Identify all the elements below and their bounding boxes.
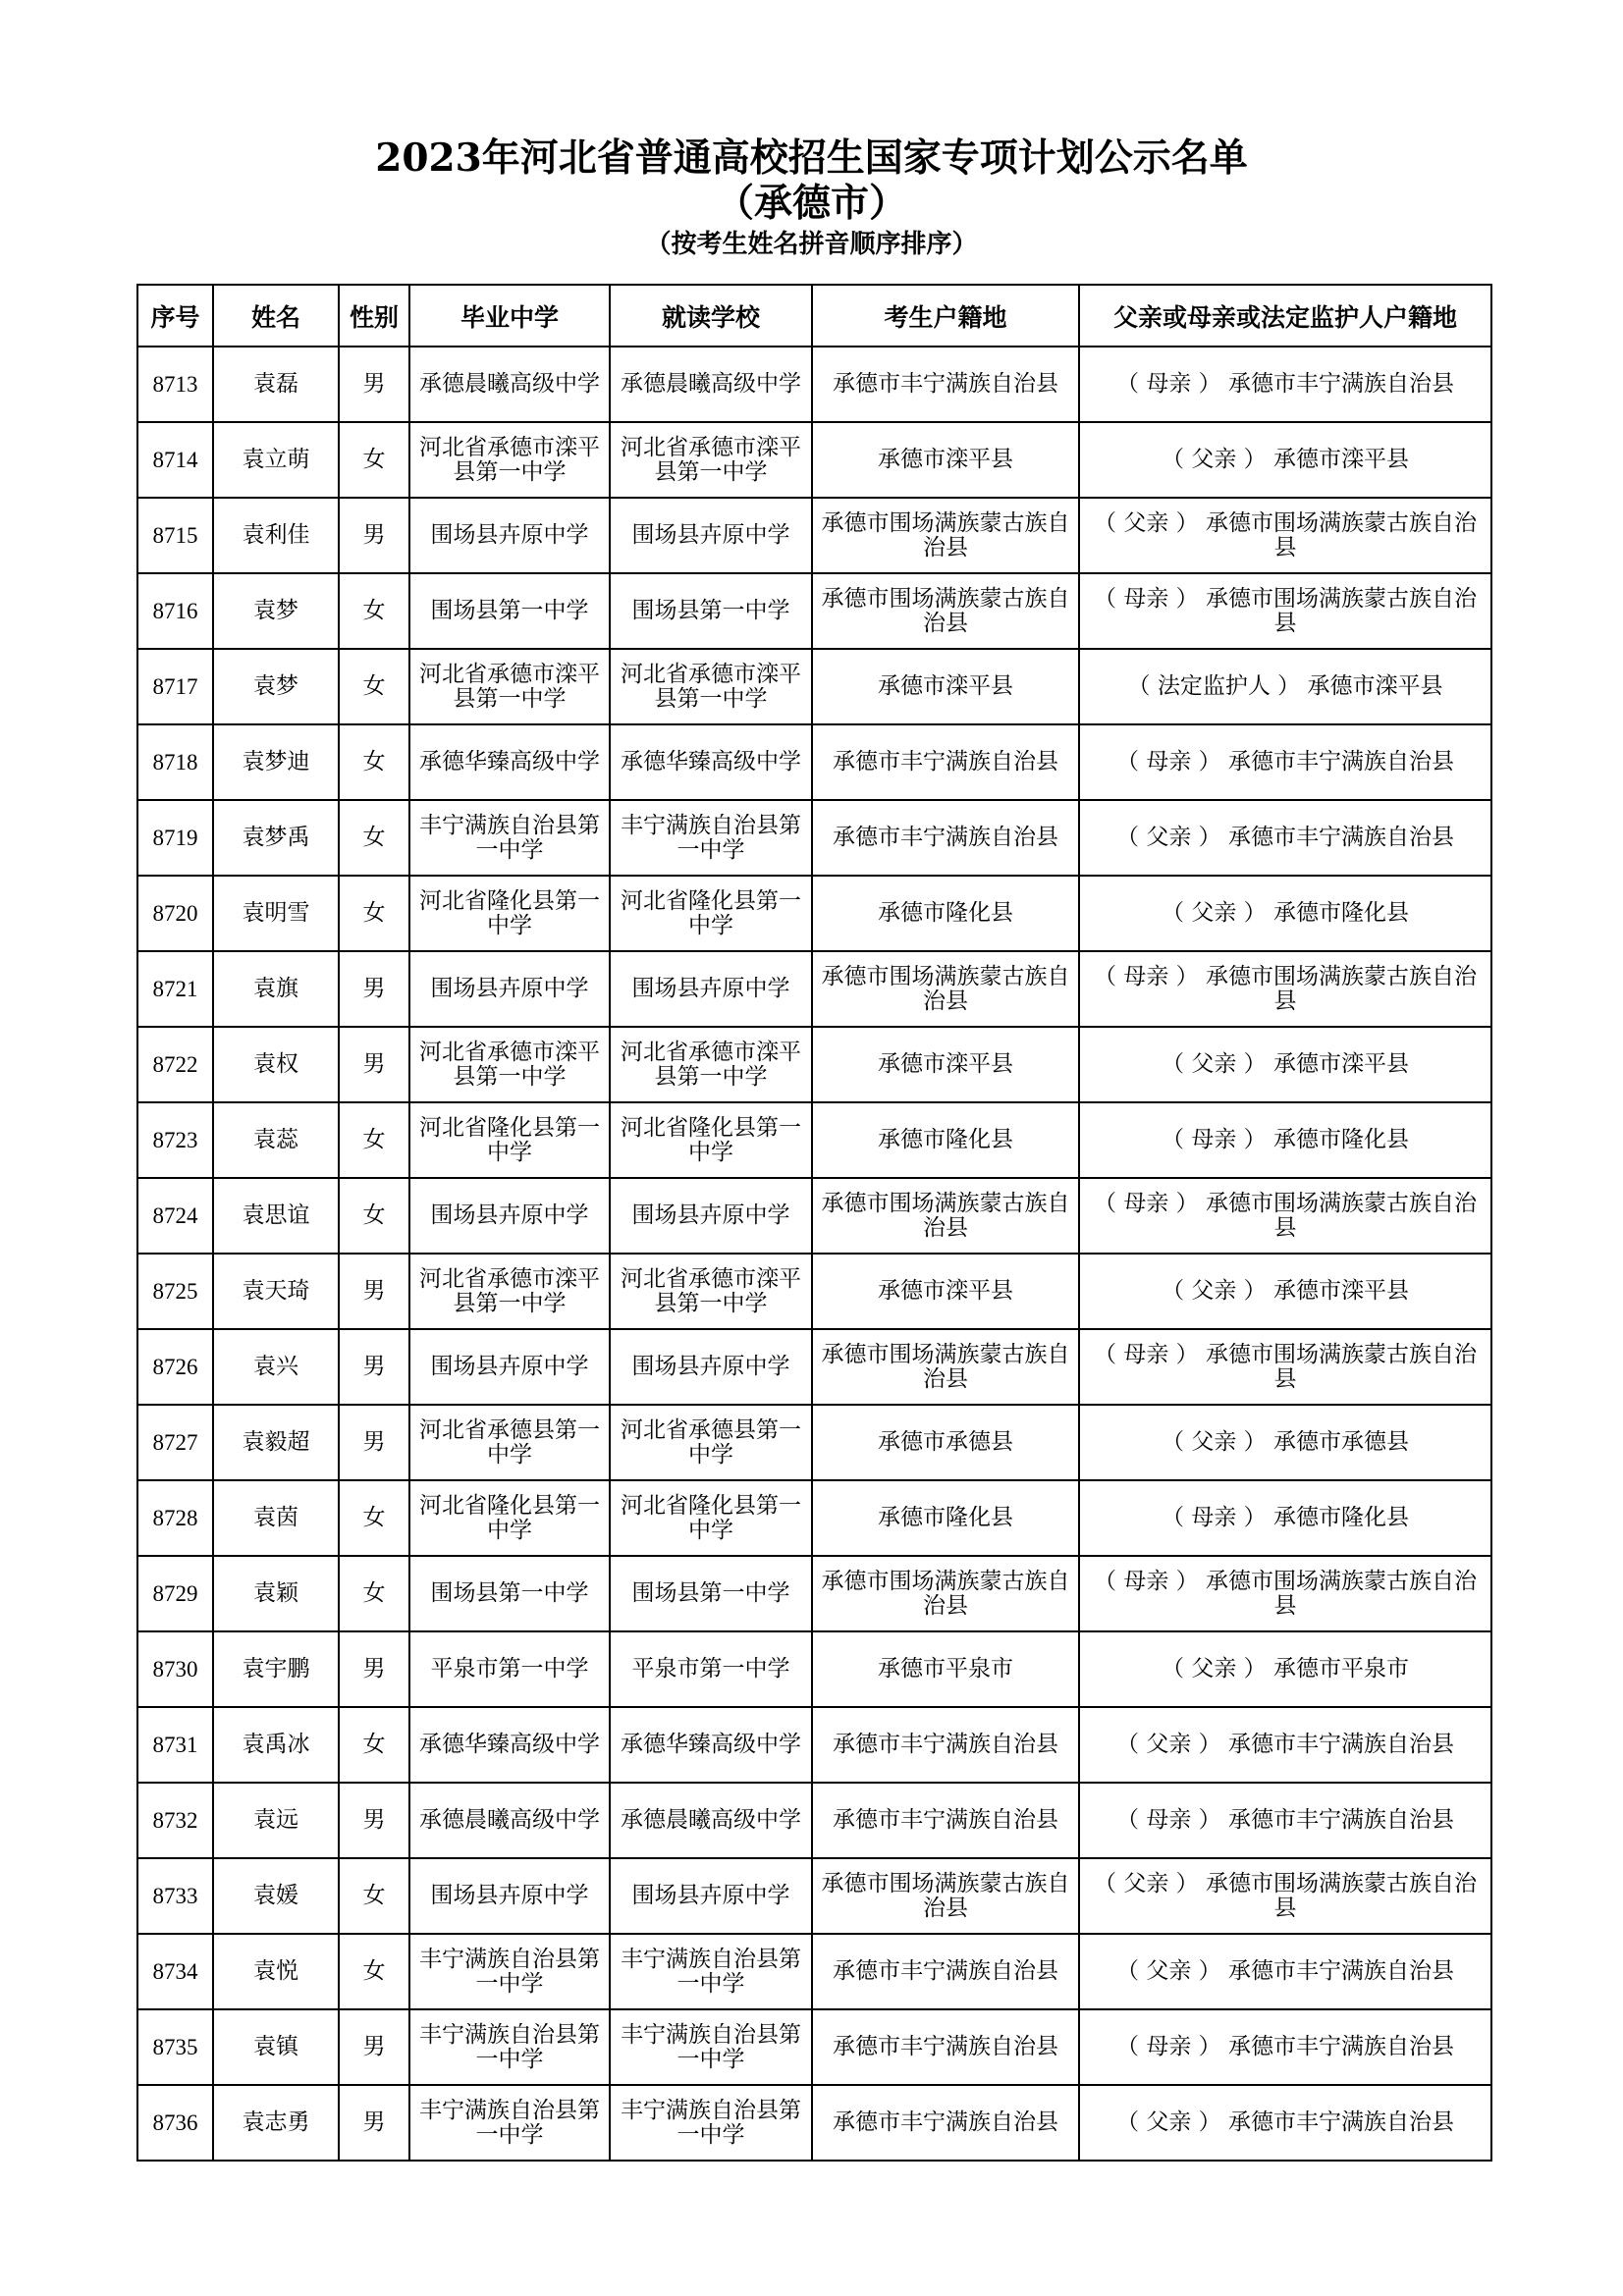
current-school-cell: 河北省承德市滦平县第一中学 xyxy=(610,422,812,498)
graduate-school-cell: 河北省承德市滦平县第一中学 xyxy=(409,422,610,498)
name-cell: 袁远 xyxy=(213,1783,339,1858)
current-school-cell: 围场县第一中学 xyxy=(610,1556,812,1631)
name-cell: 袁毅超 xyxy=(213,1405,339,1480)
name-cell: 袁天琦 xyxy=(213,1254,339,1329)
seq-cell: 8731 xyxy=(137,1707,213,1783)
table-row xyxy=(137,2085,1491,2161)
name-cell: 袁权 xyxy=(213,1027,339,1102)
graduate-school-cell: 丰宁满族自治县第一中学 xyxy=(409,1934,610,2009)
gender-cell: 男 xyxy=(339,498,409,573)
column-header-current-school: 就读学校 xyxy=(610,285,812,347)
current-school-cell: 河北省隆化县第一中学 xyxy=(610,1480,812,1556)
name-cell: 袁立萌 xyxy=(213,422,339,498)
guardian-hukou-cell: （ 母亲 ） 承德市围场满族蒙古族自治县 xyxy=(1079,1329,1491,1405)
graduate-school-cell: 承德晨曦高级中学 xyxy=(409,1783,610,1858)
table-row xyxy=(137,1178,1491,1254)
seq-cell: 8718 xyxy=(137,724,213,800)
hukou-cell: 承德市丰宁满族自治县 xyxy=(812,1934,1079,2009)
graduate-school-cell: 河北省承德市滦平县第一中学 xyxy=(409,649,610,724)
seq-cell: 8730 xyxy=(137,1631,213,1707)
guardian-hukou-cell: （ 母亲 ） 承德市围场满族蒙古族自治县 xyxy=(1079,1556,1491,1631)
graduate-school-cell: 河北省承德市滦平县第一中学 xyxy=(409,1254,610,1329)
table-row xyxy=(137,1858,1491,1934)
table-row xyxy=(137,724,1491,800)
column-header-hukou: 考生户籍地 xyxy=(812,285,1079,347)
seq-cell: 8735 xyxy=(137,2009,213,2085)
seq-cell: 8721 xyxy=(137,951,213,1027)
seq-cell: 8719 xyxy=(137,800,213,876)
table-header-row xyxy=(137,285,1491,347)
name-cell: 袁颖 xyxy=(213,1556,339,1631)
hukou-cell: 承德市隆化县 xyxy=(812,1480,1079,1556)
graduate-school-cell: 丰宁满族自治县第一中学 xyxy=(409,2085,610,2161)
current-school-cell: 围场县第一中学 xyxy=(610,573,812,649)
guardian-hukou-cell: （ 父亲 ） 承德市围场满族蒙古族自治县 xyxy=(1079,498,1491,573)
guardian-hukou-cell: （ 父亲 ） 承德市滦平县 xyxy=(1079,1027,1491,1102)
table-row xyxy=(137,1102,1491,1178)
name-cell: 袁旗 xyxy=(213,951,339,1027)
page-subtitle: （承德市） xyxy=(715,181,907,226)
name-cell: 袁兴 xyxy=(213,1329,339,1405)
graduate-school-cell: 围场县卉原中学 xyxy=(409,1178,610,1254)
hukou-cell: 承德市隆化县 xyxy=(812,1102,1079,1178)
gender-cell: 女 xyxy=(339,800,409,876)
gender-cell: 女 xyxy=(339,1858,409,1934)
current-school-cell: 围场县卉原中学 xyxy=(610,951,812,1027)
guardian-hukou-cell: （ 母亲 ） 承德市丰宁满族自治县 xyxy=(1079,1783,1491,1858)
graduate-school-cell: 丰宁满族自治县第一中学 xyxy=(409,800,610,876)
seq-cell: 8736 xyxy=(137,2085,213,2161)
seq-cell: 8725 xyxy=(137,1254,213,1329)
table-row xyxy=(137,951,1491,1027)
gender-cell: 女 xyxy=(339,649,409,724)
table-row xyxy=(137,422,1491,498)
name-cell: 袁梦 xyxy=(213,649,339,724)
name-cell: 袁茵 xyxy=(213,1480,339,1556)
current-school-cell: 承德晨曦高级中学 xyxy=(610,1783,812,1858)
graduate-school-cell: 丰宁满族自治县第一中学 xyxy=(409,2009,610,2085)
graduate-school-cell: 围场县第一中学 xyxy=(409,1556,610,1631)
name-cell: 袁宇鹏 xyxy=(213,1631,339,1707)
guardian-hukou-cell: （ 母亲 ） 承德市围场满族蒙古族自治县 xyxy=(1079,1178,1491,1254)
current-school-cell: 河北省隆化县第一中学 xyxy=(610,1102,812,1178)
name-cell: 袁磊 xyxy=(213,347,339,422)
hukou-cell: 承德市平泉市 xyxy=(812,1631,1079,1707)
graduate-school-cell: 河北省承德市滦平县第一中学 xyxy=(409,1027,610,1102)
current-school-cell: 围场县卉原中学 xyxy=(610,498,812,573)
seq-cell: 8724 xyxy=(137,1178,213,1254)
seq-cell: 8733 xyxy=(137,1858,213,1934)
gender-cell: 女 xyxy=(339,1178,409,1254)
graduate-school-cell: 承德华臻高级中学 xyxy=(409,724,610,800)
current-school-cell: 丰宁满族自治县第一中学 xyxy=(610,2085,812,2161)
gender-cell: 女 xyxy=(339,422,409,498)
table-row xyxy=(137,649,1491,724)
seq-cell: 8720 xyxy=(137,876,213,951)
name-cell: 袁媛 xyxy=(213,1858,339,1934)
table-row xyxy=(137,498,1491,573)
name-cell: 袁思谊 xyxy=(213,1178,339,1254)
gender-cell: 女 xyxy=(339,876,409,951)
guardian-hukou-cell: （ 母亲 ） 承德市隆化县 xyxy=(1079,1102,1491,1178)
name-cell: 袁明雪 xyxy=(213,876,339,951)
hukou-cell: 承德市围场满族蒙古族自治县 xyxy=(812,498,1079,573)
current-school-cell: 围场县卉原中学 xyxy=(610,1858,812,1934)
hukou-cell: 承德市滦平县 xyxy=(812,422,1079,498)
graduate-school-cell: 河北省承德县第一中学 xyxy=(409,1405,610,1480)
column-header-guardian-hukou: 父亲或母亲或法定监护人户籍地 xyxy=(1079,285,1491,347)
table-row xyxy=(137,1480,1491,1556)
current-school-cell: 河北省隆化县第一中学 xyxy=(610,876,812,951)
graduate-school-cell: 围场县第一中学 xyxy=(409,573,610,649)
gender-cell: 女 xyxy=(339,573,409,649)
gender-cell: 女 xyxy=(339,724,409,800)
current-school-cell: 围场县卉原中学 xyxy=(610,1329,812,1405)
hukou-cell: 承德市丰宁满族自治县 xyxy=(812,724,1079,800)
gender-cell: 男 xyxy=(339,1254,409,1329)
seq-cell: 8722 xyxy=(137,1027,213,1102)
column-header-seq: 序号 xyxy=(137,285,213,347)
table-row xyxy=(137,2009,1491,2085)
table-row xyxy=(137,347,1491,422)
seq-cell: 8717 xyxy=(137,649,213,724)
gender-cell: 男 xyxy=(339,1027,409,1102)
gender-cell: 女 xyxy=(339,1556,409,1631)
seq-cell: 8726 xyxy=(137,1329,213,1405)
graduate-school-cell: 河北省隆化县第一中学 xyxy=(409,876,610,951)
hukou-cell: 承德市承德县 xyxy=(812,1405,1079,1480)
current-school-cell: 河北省承德市滦平县第一中学 xyxy=(610,649,812,724)
gender-cell: 女 xyxy=(339,1707,409,1783)
gender-cell: 男 xyxy=(339,1405,409,1480)
hukou-cell: 承德市丰宁满族自治县 xyxy=(812,2009,1079,2085)
graduate-school-cell: 承德晨曦高级中学 xyxy=(409,347,610,422)
name-cell: 袁梦禹 xyxy=(213,800,339,876)
guardian-hukou-cell: （ 父亲 ） 承德市丰宁满族自治县 xyxy=(1079,2085,1491,2161)
sort-note: （按考生姓名拼音顺序排序） xyxy=(645,230,978,259)
page-title: 2023年河北省普通高校招生国家专项计划公示名单 xyxy=(375,135,1248,181)
table-row xyxy=(137,876,1491,951)
table-row xyxy=(137,1934,1491,2009)
column-header-name: 姓名 xyxy=(213,285,339,347)
current-school-cell: 承德华臻高级中学 xyxy=(610,1707,812,1783)
hukou-cell: 承德市滦平县 xyxy=(812,1027,1079,1102)
seq-cell: 8734 xyxy=(137,1934,213,2009)
hukou-cell: 承德市丰宁满族自治县 xyxy=(812,2085,1079,2161)
table-row xyxy=(137,1707,1491,1783)
current-school-cell: 丰宁满族自治县第一中学 xyxy=(610,2009,812,2085)
current-school-cell: 承德晨曦高级中学 xyxy=(610,347,812,422)
hukou-cell: 承德市围场满族蒙古族自治县 xyxy=(812,573,1079,649)
seq-cell: 8732 xyxy=(137,1783,213,1858)
table-row xyxy=(137,1783,1491,1858)
seq-cell: 8713 xyxy=(137,347,213,422)
guardian-hukou-cell: （ 母亲 ） 承德市围场满族蒙古族自治县 xyxy=(1079,951,1491,1027)
hukou-cell: 承德市隆化县 xyxy=(812,876,1079,951)
hukou-cell: 承德市围场满族蒙古族自治县 xyxy=(812,1178,1079,1254)
gender-cell: 男 xyxy=(339,2085,409,2161)
table-row xyxy=(137,1329,1491,1405)
seq-cell: 8728 xyxy=(137,1480,213,1556)
gender-cell: 女 xyxy=(339,1480,409,1556)
hukou-cell: 承德市丰宁满族自治县 xyxy=(812,347,1079,422)
graduate-school-cell: 围场县卉原中学 xyxy=(409,498,610,573)
gender-cell: 男 xyxy=(339,347,409,422)
table-row xyxy=(137,1405,1491,1480)
current-school-cell: 平泉市第一中学 xyxy=(610,1631,812,1707)
table-row xyxy=(137,1631,1491,1707)
candidate-table xyxy=(136,284,1492,2162)
current-school-cell: 承德华臻高级中学 xyxy=(610,724,812,800)
column-header-graduate-school: 毕业中学 xyxy=(409,285,610,347)
gender-cell: 男 xyxy=(339,951,409,1027)
graduate-school-cell: 围场县卉原中学 xyxy=(409,1858,610,1934)
hukou-cell: 承德市围场满族蒙古族自治县 xyxy=(812,1329,1079,1405)
graduate-school-cell: 承德华臻高级中学 xyxy=(409,1707,610,1783)
graduate-school-cell: 河北省隆化县第一中学 xyxy=(409,1102,610,1178)
gender-cell: 男 xyxy=(339,1783,409,1858)
table-row xyxy=(137,573,1491,649)
seq-cell: 8729 xyxy=(137,1556,213,1631)
name-cell: 袁利佳 xyxy=(213,498,339,573)
guardian-hukou-cell: （ 母亲 ） 承德市丰宁满族自治县 xyxy=(1079,2009,1491,2085)
graduate-school-cell: 河北省隆化县第一中学 xyxy=(409,1480,610,1556)
current-school-cell: 丰宁满族自治县第一中学 xyxy=(610,800,812,876)
guardian-hukou-cell: （ 父亲 ） 承德市滦平县 xyxy=(1079,422,1491,498)
guardian-hukou-cell: （ 父亲 ） 承德市隆化县 xyxy=(1079,876,1491,951)
seq-cell: 8716 xyxy=(137,573,213,649)
name-cell: 袁志勇 xyxy=(213,2085,339,2161)
name-cell: 袁蕊 xyxy=(213,1102,339,1178)
hukou-cell: 承德市丰宁满族自治县 xyxy=(812,800,1079,876)
guardian-hukou-cell: （ 母亲 ） 承德市丰宁满族自治县 xyxy=(1079,347,1491,422)
hukou-cell: 承德市滦平县 xyxy=(812,649,1079,724)
hukou-cell: 承德市围场满族蒙古族自治县 xyxy=(812,1858,1079,1934)
hukou-cell: 承德市丰宁满族自治县 xyxy=(812,1783,1079,1858)
document-header xyxy=(0,135,1623,261)
name-cell: 袁镇 xyxy=(213,2009,339,2085)
hukou-cell: 承德市围场满族蒙古族自治县 xyxy=(812,951,1079,1027)
name-cell: 袁禹冰 xyxy=(213,1707,339,1783)
guardian-hukou-cell: （ 法定监护人 ） 承德市滦平县 xyxy=(1079,649,1491,724)
guardian-hukou-cell: （ 父亲 ） 承德市平泉市 xyxy=(1079,1631,1491,1707)
graduate-school-cell: 平泉市第一中学 xyxy=(409,1631,610,1707)
table-row xyxy=(137,800,1491,876)
gender-cell: 女 xyxy=(339,1102,409,1178)
gender-cell: 男 xyxy=(339,1631,409,1707)
seq-cell: 8727 xyxy=(137,1405,213,1480)
table-body xyxy=(137,347,1491,2161)
current-school-cell: 河北省承德县第一中学 xyxy=(610,1405,812,1480)
gender-cell: 女 xyxy=(339,1934,409,2009)
graduate-school-cell: 围场县卉原中学 xyxy=(409,951,610,1027)
guardian-hukou-cell: （ 父亲 ） 承德市丰宁满族自治县 xyxy=(1079,1707,1491,1783)
name-cell: 袁梦迪 xyxy=(213,724,339,800)
guardian-hukou-cell: （ 父亲 ） 承德市围场满族蒙古族自治县 xyxy=(1079,1858,1491,1934)
name-cell: 袁悦 xyxy=(213,1934,339,2009)
current-school-cell: 河北省承德市滦平县第一中学 xyxy=(610,1254,812,1329)
guardian-hukou-cell: （ 父亲 ） 承德市丰宁满族自治县 xyxy=(1079,1934,1491,2009)
guardian-hukou-cell: （ 父亲 ） 承德市承德县 xyxy=(1079,1405,1491,1480)
column-header-gender: 性别 xyxy=(339,285,409,347)
guardian-hukou-cell: （ 母亲 ） 承德市丰宁满族自治县 xyxy=(1079,724,1491,800)
guardian-hukou-cell: （ 母亲 ） 承德市隆化县 xyxy=(1079,1480,1491,1556)
seq-cell: 8715 xyxy=(137,498,213,573)
guardian-hukou-cell: （ 父亲 ） 承德市滦平县 xyxy=(1079,1254,1491,1329)
hukou-cell: 承德市丰宁满族自治县 xyxy=(812,1707,1079,1783)
table-row xyxy=(137,1254,1491,1329)
hukou-cell: 承德市围场满族蒙古族自治县 xyxy=(812,1556,1079,1631)
name-cell: 袁梦 xyxy=(213,573,339,649)
graduate-school-cell: 围场县卉原中学 xyxy=(409,1329,610,1405)
current-school-cell: 丰宁满族自治县第一中学 xyxy=(610,1934,812,2009)
hukou-cell: 承德市滦平县 xyxy=(812,1254,1079,1329)
current-school-cell: 围场县卉原中学 xyxy=(610,1178,812,1254)
current-school-cell: 河北省承德市滦平县第一中学 xyxy=(610,1027,812,1102)
guardian-hukou-cell: （ 母亲 ） 承德市围场满族蒙古族自治县 xyxy=(1079,573,1491,649)
gender-cell: 男 xyxy=(339,2009,409,2085)
gender-cell: 男 xyxy=(339,1329,409,1405)
table-row xyxy=(137,1556,1491,1631)
seq-cell: 8723 xyxy=(137,1102,213,1178)
table-row xyxy=(137,1027,1491,1102)
seq-cell: 8714 xyxy=(137,422,213,498)
guardian-hukou-cell: （ 父亲 ） 承德市丰宁满族自治县 xyxy=(1079,800,1491,876)
